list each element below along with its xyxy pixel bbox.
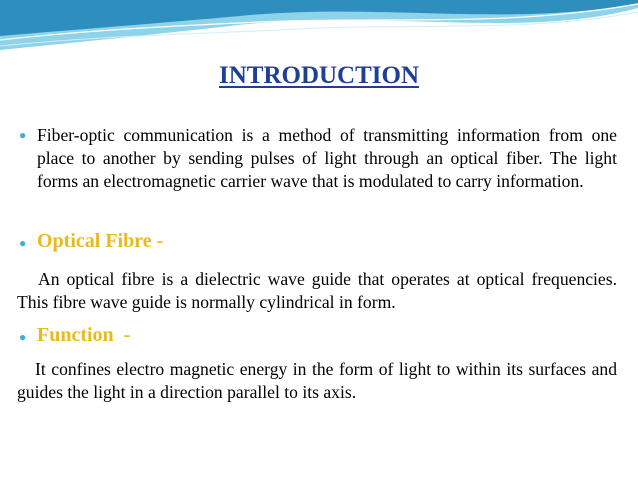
intro-paragraph: Fiber-optic communication is a method of transmitting information from one place to another by sending pulses of light through an optical fiber. The light forms an electromagnetic carrier wave that is modulated to carry information. (37, 125, 617, 191)
function-paragraph: It confines electro magnetic energy in the form of light to within its surfaces and guides the light in a direction parallel to its axis. (17, 359, 617, 402)
section-heading-optical-fibre: Optical Fibre - (37, 230, 164, 252)
circle-bullet-icon: ● (19, 330, 27, 344)
circle-bullet-icon: ● (19, 236, 27, 250)
page-title: INTRODUCTION (218, 62, 420, 89)
section-heading-function: Function - (37, 324, 131, 346)
optical-fibre-paragraph: An optical fibre is a dielectric wave guide that operates at optical frequencies. This fibre wave guide is normally cylindrical in form. (17, 269, 617, 312)
circle-bullet-icon: ● (19, 128, 27, 142)
header-wave-decoration (0, 0, 638, 60)
